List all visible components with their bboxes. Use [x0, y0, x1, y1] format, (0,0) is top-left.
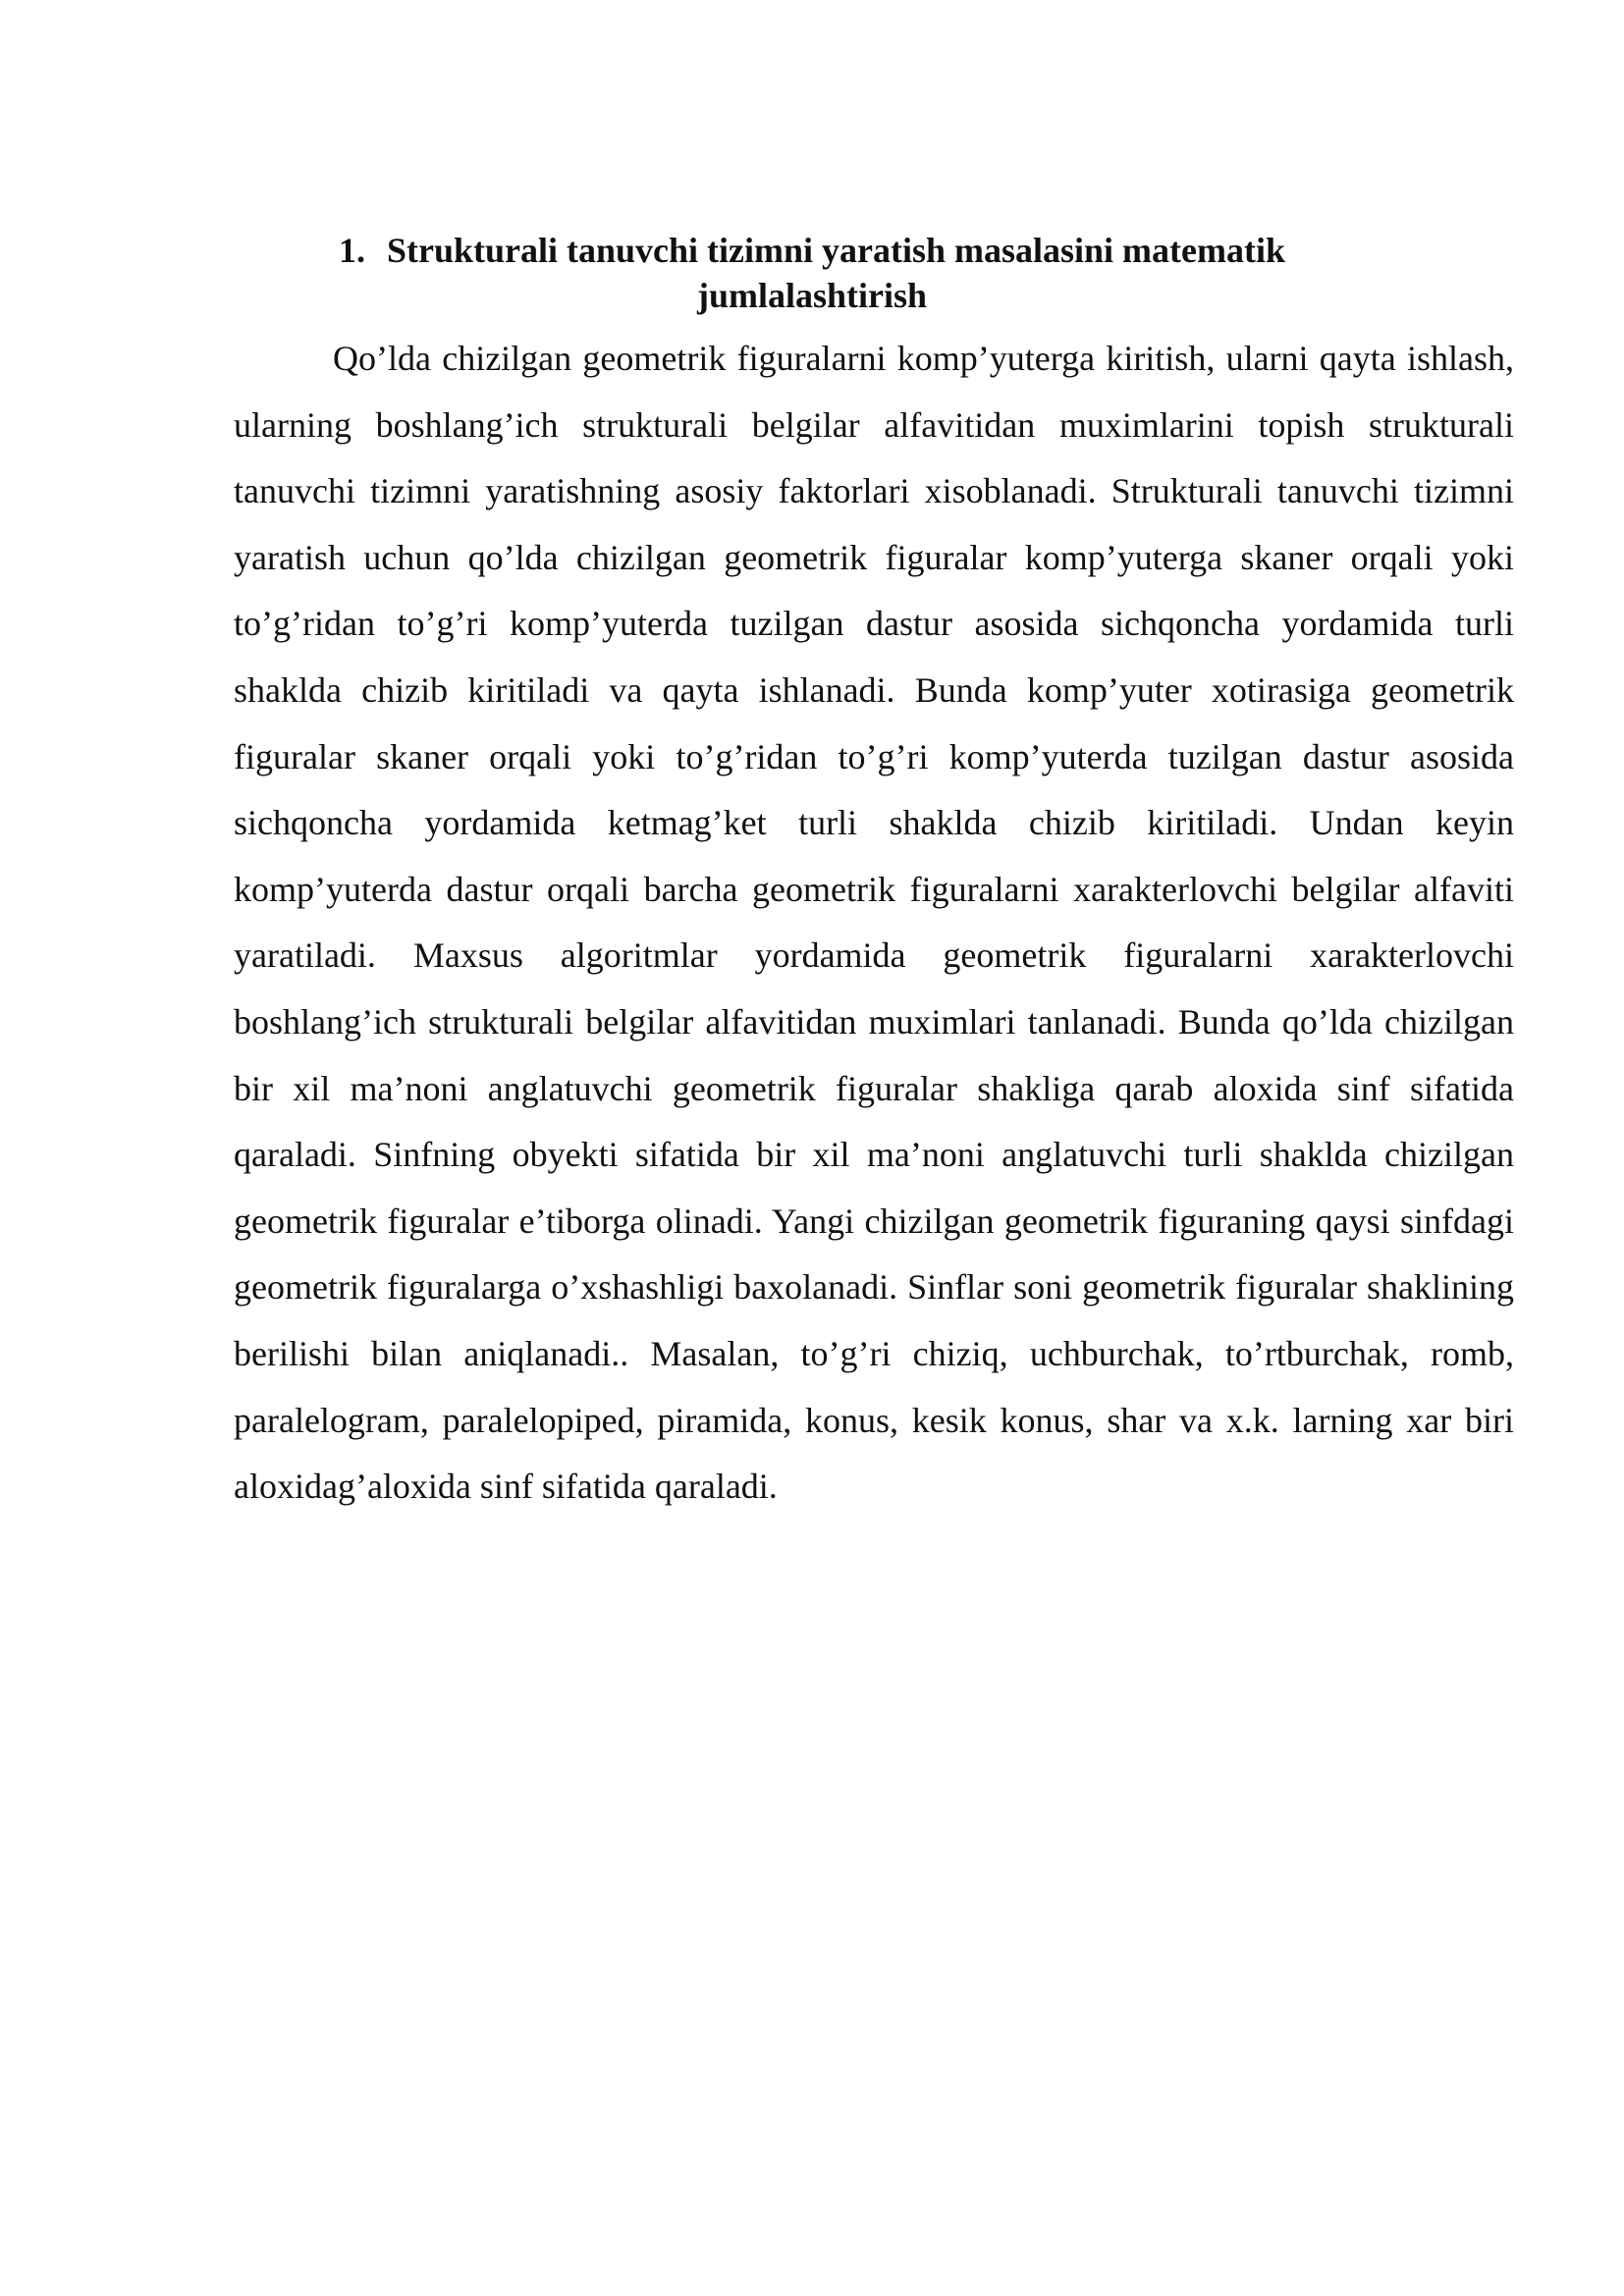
section-heading: [234, 228, 1390, 318]
section-title-line-1: Strukturali tanuvchi tizimni yaratish masalasini matematik: [386, 231, 1286, 270]
body-paragraph: Qo’lda chizilgan geometrik figuralarni komp’yuterga kiritish, ularni qayta ishlash, ularning boshlang’ich strukturali belgilar alfavitidan muximlarini topish strukturali tanuvchi tizimni yaratishning asosiy faktorlari xisoblanadi. Strukturali tanuvchi tizimni yaratish uchun qo’lda chizilgan geometrik figuralar komp’yuterga skaner orqali yoki to’g’ridan to’g’ri komp’yuterda tuzilgan dastur asosida sichqoncha yordamida turli shaklda chizib kiritiladi va qayta ishlanadi. Bunda komp’yuter xotirasiga geometrik figuralar skaner orqali yoki to’g’ridan to’g’ri komp’yuterda tuzilgan dastur asosida sichqoncha yordamida ketmag’ket turli shaklda chizib kiritiladi. Undan keyin komp’yuterda dastur orqali barcha geometrik figuralarni xarakterlovchi belgilar alfaviti yaratiladi. Maxsus algoritmlar yordamida geometrik figuralarni xarakterlovchi boshlang’ich strukturali belgilar alfavitidan muximlari tanlanadi. Bunda qo’lda chizilgan bir xil ma’noni anglatuvchi geometrik figuralar shakliga qarab aloxida sinf sifatida qaraladi. Sinfning obyekti sifatida bir xil ma’noni anglatuvchi turli shaklda chizilgan geometrik figuralar e’tiborga olinadi. Yangi chizilgan geometrik figuraning qaysi sinfdagi geometrik figuralarga o’xshashligi baxolanadi. Sinflar soni geometrik figuralar shaklining berilishi bilan aniqlanadi.. Masalan, to’g’ri chiziq, uchburchak, to’rtburchak, romb, paralelogram, paralelopiped, piramida, konus, kesik konus, shar va x.k. larning xar biri aloxidag’aloxida sinf sifatida qaraladi.: [234, 339, 1514, 1507]
section-number: 1.: [338, 231, 365, 270]
section-title-line-2: jumlalashtirish: [696, 276, 928, 315]
